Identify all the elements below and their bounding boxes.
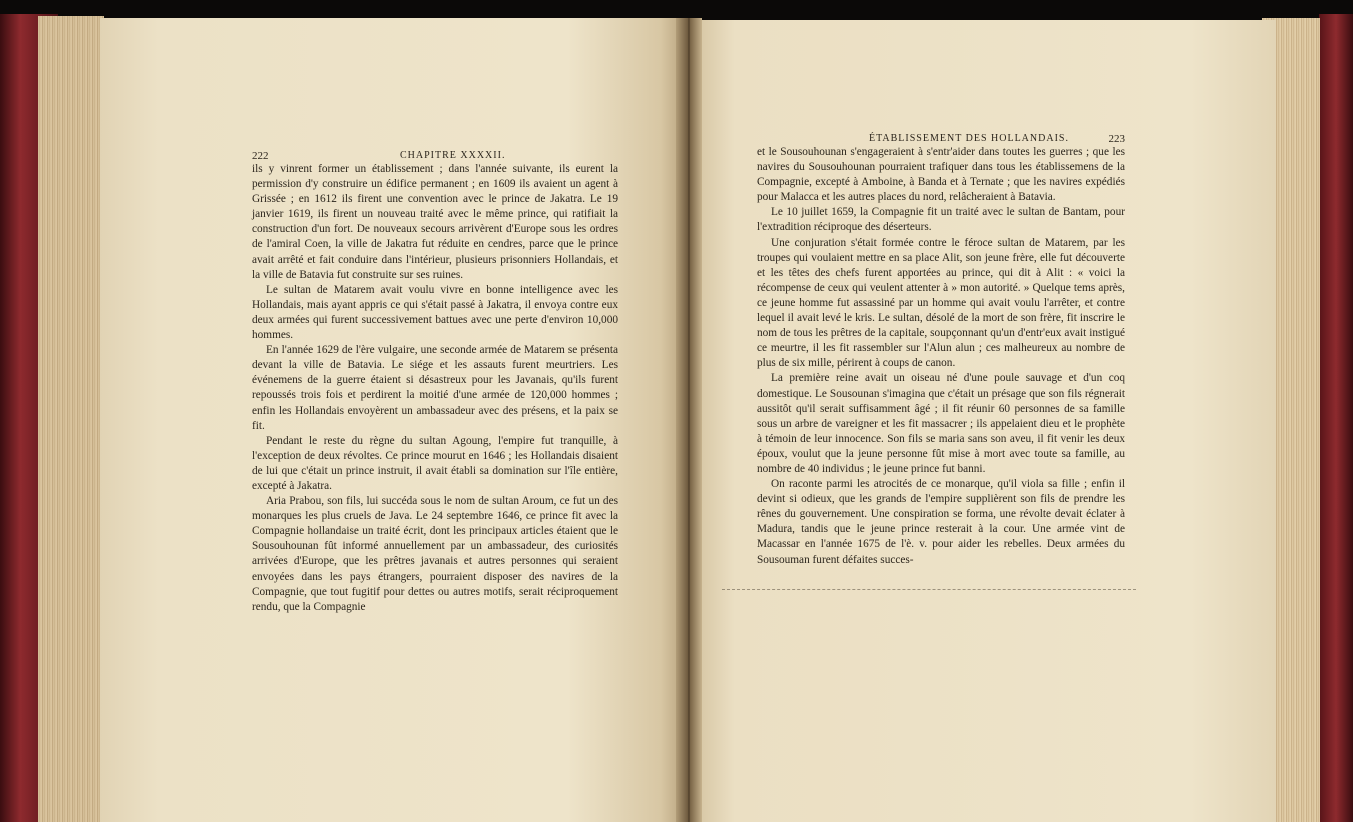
paragraph: En l'année 1629 de l'ère vulgaire, une seconde armée de Matarem se présenta devant la ville de Batavia. Le siége et les assauts furent meurtriers. Les événemens de la guerre étaient si désastreux pour les Javanais, qu'ils furent repoussés trois fois et perdirent la moitié d'une armée de 120,000 hommes ; enfin les Hollandais envoyèrent un ambassadeur avec des présens, et la paix se fit. [252, 344, 618, 432]
book-binding-right [1319, 14, 1353, 822]
left-page-text [252, 162, 618, 615]
right-page-number: 223 [1108, 133, 1125, 145]
right-page-text [757, 145, 1125, 568]
right-section-title: ÉTABLISSEMENT DES HOLLANDAIS. [869, 133, 1069, 144]
left-chapter-title: CHAPITRE XXXXII. [400, 150, 506, 161]
paragraph: Le sultan de Matarem avait voulu vivre en bonne intelligence avec les Hollandais, mais ayant appris ce qui s'était passé à Jakatra, il envoya contre eux deux armées qui furent successivement battues avec une perte d'environ 10,000 hommes. [252, 283, 618, 342]
pencil-mark [722, 589, 1136, 590]
paragraph: Le 10 juillet 1659, la Compagnie fit un traité avec le sultan de Bantam, pour l'extradition réciproque des déserteurs. [757, 206, 1125, 234]
page-edges-left [38, 16, 104, 822]
left-page-number: 222 [252, 150, 269, 162]
paragraph: et le Sousouhounan s'engageraient à s'entr'aider dans toutes les guerres ; que les navires du Sousouhounan pourraient trafiquer dans tous les établissemens de la Compagnie, excepté à Amboine, à Banda et à Ternate ; que les navires expédiés pour Malacca et les autres places du nord, relâcheraient à Batavia. [757, 146, 1125, 204]
paragraph: Aria Prabou, son fils, lui succéda sous le nom de sultan Aroum, ce fut un des monarques les plus cruels de Java. Le 24 septembre 1646, ce prince fit avec la Compagnie hollandaise un traité écrit, dont les principaux articles étaient que le Sousouhounan fût informé annuellement par un ambassadeur, des curiosités arrivées d'Europe, que les prêtres javanais et autres personnes qui seraient envoyées dans les pays étrangers, pourraient disposer des navires de la Compagnie, que tout fugitif pour dettes ou autres motifs, serait réciproquement rendu, que la Compagnie [252, 495, 618, 613]
book-gutter [676, 18, 702, 822]
paragraph: Une conjuration s'était formée contre le féroce sultan de Matarem, par les troupes qui voulaient mettre en sa place Alit, son jeune frère, elle fut découverte et les têtes des chefs furent apportées au prince, qui dit à Alit : « voici la récompense de ceux qui veulent attenter à » mon autorité. » Quelque tems après, ce jeune homme fut assassiné par un homme qui avait voulu l'arrêter, et contre lequel il avait levé le kris. Le sultan, désolé de la mort de son frère, fit inscrire le nom de tous les prêtres de la capitale, soupçonnant qu'un d'entr'eux avait instigué ce meurtre, il les fit rassembler sur l'Alun alun ; ces malheureux au nombre de plus de six mille, périrent à coups de canon. [757, 236, 1125, 370]
paragraph: ils y vinrent former un établissement ; dans l'année suivante, ils eurent la permission d'y construire un édifice permanent ; en 1609 ils avaient un agent à Grissée ; en 1612 ils firent une convention avec le prince de Jakatra. Le 19 janvier 1619, ils firent un nouveau traité avec le même prince, qui ratifiait la construction d'un fort. De nouveaux secours arrivèrent d'Europe sous les ordres de l'amiral Coen, la ville de Jakatra fut réduite en cendres, parce que le prince avait arrêté et fait conduire dans l'intérieur, plusieurs prisonniers Hollandais, et la ville de Batavia fut construite sur ses ruines. [252, 163, 618, 281]
paragraph: La première reine avait un oiseau né d'une poule sauvage et d'un coq domestique. Le Sousounan s'imagina que c'était un présage que son fils régnerait aussitôt qu'il serait suffisamment âgé ; il fit réunir 60 personnes de sa famille sous un arbre de vareigner et les fit massacrer ; ils appelaient dieu et le prophète à témoin de leur innocence. Son fils se maria sans son aveu, il fit venir les deux époux, voulut que la jeune personne fût mise à mort avec toute sa famille, au nombre de 40 individus ; le jeune prince fut banni. [757, 372, 1125, 475]
paragraph: Pendant le reste du règne du sultan Agoung, l'empire fut tranquille, à l'exception de deux révoltes. Ce prince mourut en 1646 ; les Hollandais disaient de lui que c'était un prince instruit, il avait établi sa domination sur l'île entière, excepté à Jakatra. [252, 434, 618, 492]
paragraph: On raconte parmi les atrocités de ce monarque, qu'il viola sa fille ; enfin il devint si odieux, que les grands de l'empire supplièrent son fils de prendre les rênes du gouvernement. Une conspiration se forma, une révolte devait éclater à Madura, tandis que le jeune prince resterait à la cour. Une armée vint de Macassar en l'année 1675 de l'è. v. pour aider les rebelles. Deux armées du Sousouman furent défaites succes- [757, 478, 1125, 566]
